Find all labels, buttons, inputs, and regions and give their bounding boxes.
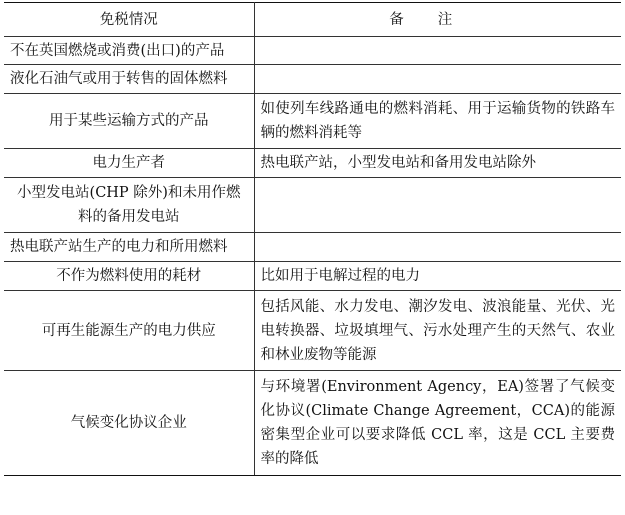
header-condition: 免税情况	[4, 3, 254, 37]
note-cell: 比如用于电解过程的电力	[254, 262, 621, 291]
note-cell: 热电联产站，小型发电站和备用发电站除外	[254, 149, 621, 178]
table-row	[4, 37, 621, 65]
table-row	[4, 94, 621, 149]
note-cell: 包括风能、水力发电、潮汐发电、波浪能量、光伏、光电转换器、垃圾填埋气、污水处理产生的天然气、农业和林业废物等能源	[254, 291, 621, 371]
condition-cell: 电力生产者	[4, 149, 254, 178]
condition-cell: 热电联产站生产的电力和所用燃料	[4, 233, 254, 262]
condition-cell: 气候变化协议企业	[4, 371, 254, 476]
condition-cell: 可再生能源生产的电力供应	[4, 291, 254, 371]
note-cell	[254, 233, 621, 262]
condition-cell: 不在英国燃烧或消费(出口)的产品	[4, 37, 254, 65]
condition-cell: 小型发电站(CHP 除外)和未用作燃料的备用发电站	[4, 178, 254, 233]
table-row	[4, 291, 621, 371]
note-cell: 如使列车线路通电的燃料消耗、用于运输货物的铁路车辆的燃料消耗等	[254, 94, 621, 149]
table-row	[4, 233, 621, 262]
condition-cell: 液化石油气或用于转售的固体燃料	[4, 65, 254, 94]
table-header-row	[4, 3, 621, 37]
table-row	[4, 371, 621, 476]
note-cell	[254, 178, 621, 233]
table-row	[4, 149, 621, 178]
header-note: 备注	[254, 3, 621, 37]
table-row	[4, 262, 621, 291]
note-cell: 与环境署(Environment Agency，EA)签署了气候变化协议(Climate Change Agreement，CCA)的能源密集型企业可以要求降低 CCL 率，这是 CCL 主要费率的降低	[254, 371, 621, 476]
table-row	[4, 178, 621, 233]
condition-cell: 用于某些运输方式的产品	[4, 94, 254, 149]
note-cell	[254, 65, 621, 94]
note-cell	[254, 37, 621, 65]
exemption-table	[4, 2, 621, 476]
condition-cell: 不作为燃料使用的耗材	[4, 262, 254, 291]
table-row	[4, 65, 621, 94]
